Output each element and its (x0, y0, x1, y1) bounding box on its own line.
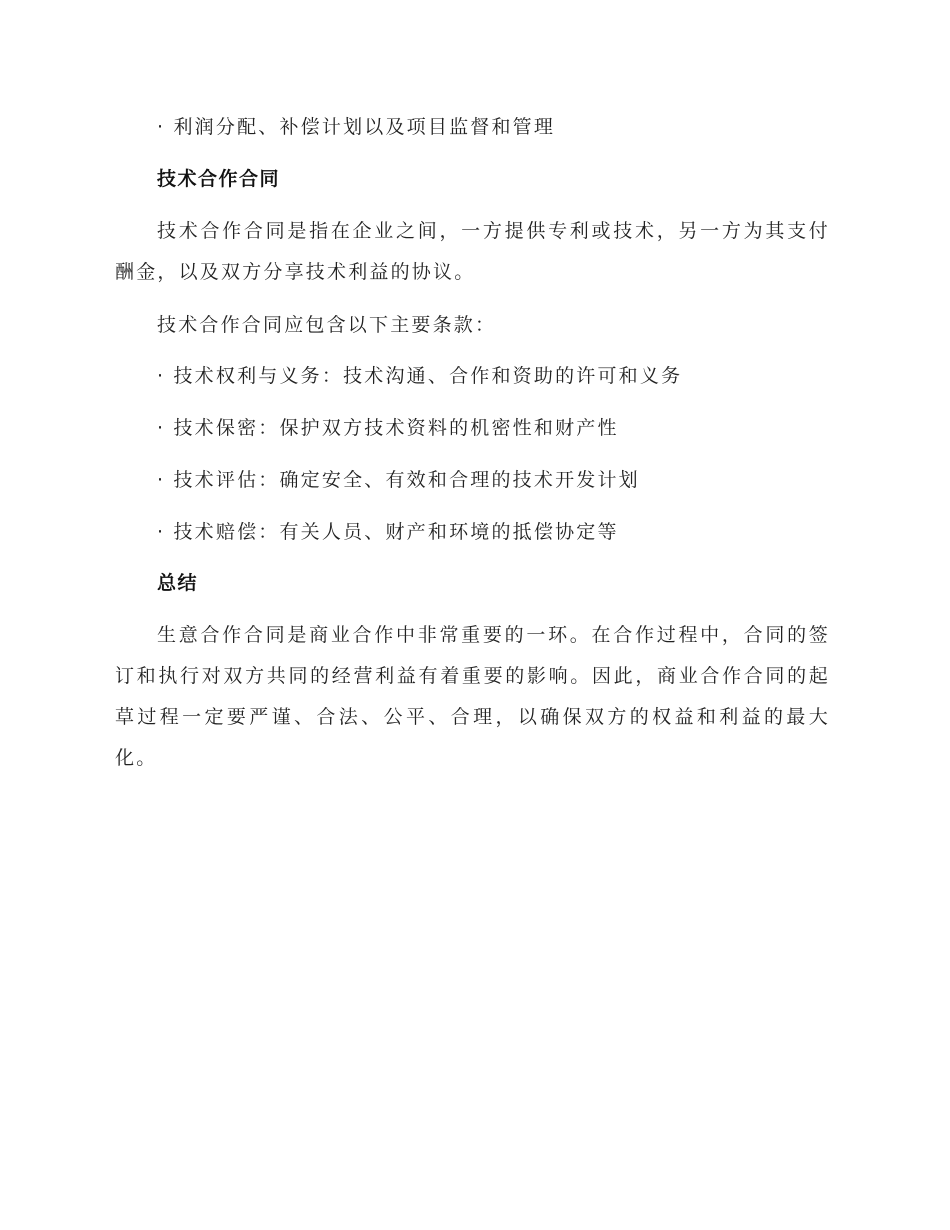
heading-summary: 总结 (157, 572, 199, 594)
paragraph-tech-contract-terms-intro: 技术合作合同应包含以下主要条款： (157, 314, 497, 336)
bullet-tech-confidentiality: · 技术保密：保护双方技术资料的机密性和财产性 (157, 417, 619, 439)
paragraph-summary: 生意合作合同是商业合作中非常重要的一环。在合作过程中，合同的签订和执行对双方共同的经营利益有着重要的影响。因此，商业合作合同的起草过程一定要严谨、合法、公平、合理，以确保双方的权益和利益的最大化。 (115, 624, 830, 769)
paragraph-tech-contract-definition: 技术合作合同是指在企业之间，一方提供专利或技术，另一方为其支付酬金，以及双方分享技术利益的协议。 (115, 220, 830, 283)
bullet-profit-distribution: · 利润分配、补偿计划以及项目监督和管理 (157, 116, 556, 138)
heading-tech-cooperation-contract: 技术合作合同 (157, 168, 281, 190)
bullet-tech-compensation: · 技术赔偿：有关人员、财产和环境的抵偿协定等 (157, 521, 619, 543)
bullet-tech-evaluation: · 技术评估：确定安全、有效和合理的技术开发计划 (157, 469, 640, 491)
bullet-tech-rights-obligations: · 技术权利与义务：技术沟通、合作和资助的许可和义务 (157, 365, 683, 387)
